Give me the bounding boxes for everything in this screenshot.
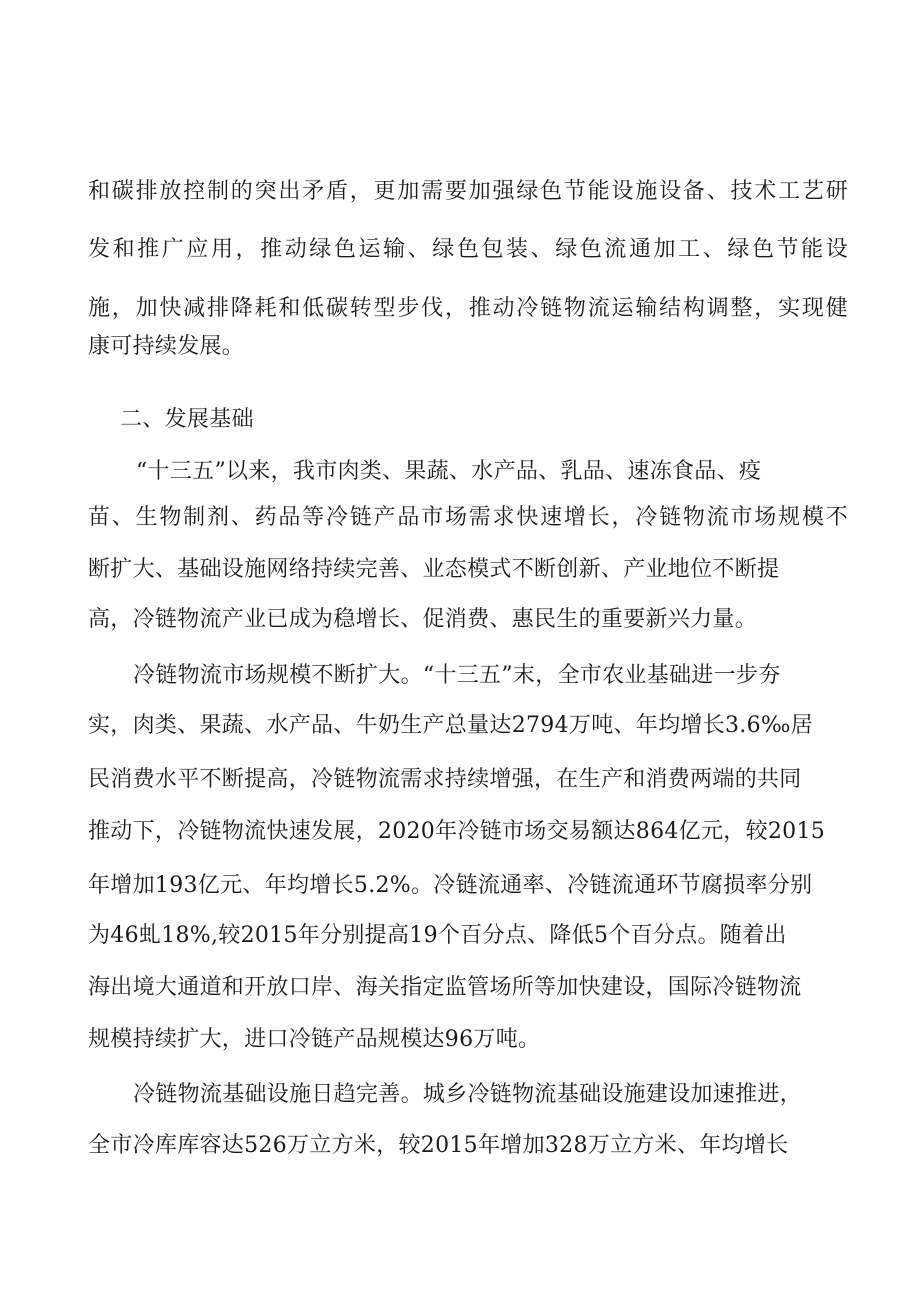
text-line: 康可持续发展。 <box>88 334 245 359</box>
text-line: 冷链物流市场规模不断扩大。“十三五”末，全市农业基础进一步夯 <box>133 663 781 688</box>
text-line: 规模持续扩大，进口冷链产品规模达96万吨。 <box>88 1027 541 1052</box>
text-line: 高，冷链物流产业已成为稳增长、促消费、惠民生的重要新兴力量。 <box>88 607 758 632</box>
text-line: 发和推广应用，推动绿色运输、绿色包装、绿色流通加工、绿色节能设 <box>88 237 848 262</box>
text-line: 推动下，冷链物流快速发展，2020年冷链市场交易额达864亿元，较2015 <box>88 819 826 844</box>
text-line: “十三五”以来，我市肉类、果蔬、水产品、乳品、速冻食品、疫 <box>136 459 762 484</box>
text-line: 施，加快减排降耗和低碳转型步伐，推动冷链物流运输结构调整，实现健 <box>88 296 848 321</box>
text-line: 海出境大通道和开放口岸、海关指定监管场所等加快建设，国际冷链物流 <box>88 975 802 1000</box>
text-line: 为46虬18%,较2015年分别提高19个百分点、降低5个百分点。随着出 <box>88 923 787 948</box>
text-line: 民消费水平不断提高，冷链物流需求持续增强，在生产和消费两端的共同 <box>88 767 802 792</box>
text-line: 和碳排放控制的突出矛盾，更加需要加强绿色节能设施设备、技术工艺研 <box>88 179 848 204</box>
text-line: 全市冷库库容达526万立方米，较2015年增加328万立方米、年均增长 <box>88 1133 789 1158</box>
text-line: 冷链物流基础设施日趋完善。城乡冷链物流基础设施建设加速推进， <box>133 1082 803 1107</box>
text-line: 实，肉类、果蔬、水产品、牛奶生产总量达2794万吨、年均增长3.6‰居 <box>88 713 813 738</box>
text-line: 年增加193亿元、年均增长5.2%。冷链流通率、冷链流通环节腐损率分别 <box>88 873 813 898</box>
text-line: 苗、生物制剂、药品等冷链产品市场需求快速增长，冷链物流市场规模不 <box>88 505 848 530</box>
section-heading: 二、发展基础 <box>120 407 254 432</box>
text-line: 断扩大、基础设施网络持续完善、业态模式不断创新、产业地位不断提 <box>88 557 780 582</box>
